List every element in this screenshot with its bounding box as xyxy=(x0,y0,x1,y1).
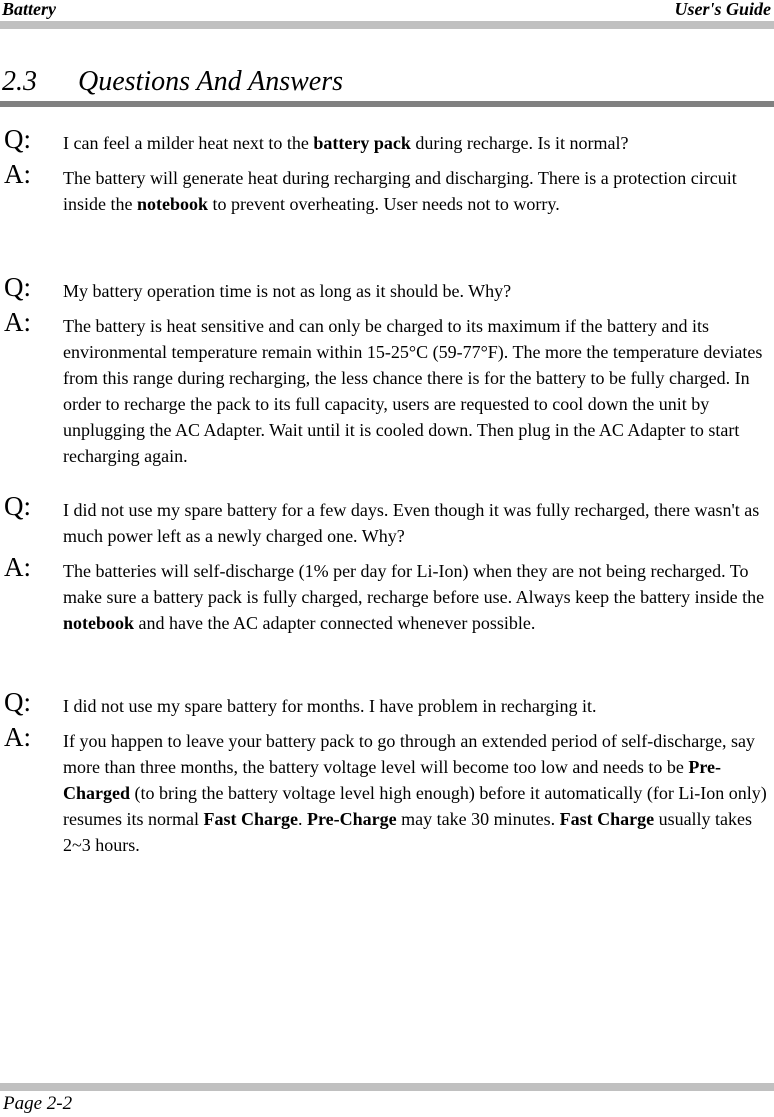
answer-label: A: xyxy=(4,159,31,189)
emphasis-term: Pre-Charge xyxy=(306,809,397,829)
text-run: and have the AC adapter connected whenever possible. xyxy=(134,613,536,633)
text-run: (to bring the battery voltage level high enough) before it automatically (for Li-Ion only) resumes its normal xyxy=(63,783,767,829)
text-run: . xyxy=(297,809,307,829)
footer-divider xyxy=(0,1083,774,1091)
page-number: Page 2-2 xyxy=(3,1093,73,1114)
emphasis-term: battery pack xyxy=(313,133,411,153)
answer-text xyxy=(63,313,769,469)
question-label: Q: xyxy=(4,272,31,302)
question-text xyxy=(63,130,769,156)
text-run: may take 30 minutes. xyxy=(396,809,560,829)
emphasis-term: Pre-Charged xyxy=(63,757,721,803)
question-label: Q: xyxy=(4,491,31,521)
text-run: The battery is heat sensitive and can only be charged to its maximum if the battery and its environmental temperature remain within 15-25°C (59-77°F). The more the temperature deviates from this range during recharging, the less chance there is for the battery to be fully charged. In order to recharge the pack to its full capacity, users are requested to cool down the unit by unplugging the AC Adapter. Wait until it is cooled down. Then plug in the AC Adapter to start recharging again. xyxy=(63,316,763,466)
question-row xyxy=(0,491,774,549)
text-run: to prevent overheating. User needs not to worry. xyxy=(208,194,560,214)
answer-text xyxy=(63,728,769,858)
emphasis-term: Fast Charge xyxy=(203,809,298,829)
question-text xyxy=(63,278,769,304)
question-label: Q: xyxy=(4,687,31,717)
question-text xyxy=(63,693,769,719)
text-run: I did not use my spare battery for a few days. Even though it was fully recharged, there wasn't as much power left as a newly charged one. Why? xyxy=(63,500,760,546)
answer-row xyxy=(0,159,774,217)
answer-row xyxy=(0,307,774,469)
header-divider xyxy=(0,21,774,29)
answer-text xyxy=(63,558,769,636)
text-run: My battery operation time is not as long as it should be. Why? xyxy=(63,281,512,301)
section-number: 2.3 xyxy=(2,66,37,97)
section-title: Questions And Answers xyxy=(78,66,343,97)
question-label: Q: xyxy=(4,124,31,154)
text-run: If you happen to leave your battery pack to go through an extended period of self-discharge, say more than three months, the battery voltage level will become too low and needs to be xyxy=(63,731,755,777)
question-row xyxy=(0,124,774,156)
answer-row xyxy=(0,722,774,858)
answer-text xyxy=(63,165,769,217)
emphasis-term: notebook xyxy=(63,613,135,633)
running-header-title: User's Guide xyxy=(674,0,771,19)
answer-label: A: xyxy=(4,722,31,752)
text-run: I can feel a milder heat next to the xyxy=(63,133,314,153)
text-run: I did not use my spare battery for months. I have problem in recharging it. xyxy=(63,696,597,716)
text-run: usually takes 2~3 hours. xyxy=(63,809,753,855)
qa-item-1 xyxy=(0,124,774,217)
question-text xyxy=(63,497,769,549)
emphasis-term: Fast Charge xyxy=(559,809,655,829)
answer-label: A: xyxy=(4,307,31,337)
question-row xyxy=(0,272,774,304)
text-run: The batteries will self-discharge (1% per day for Li-Ion) when they are not being recharged. To make sure a battery pack is fully charged, recharge before use. Always keep the battery inside the xyxy=(63,561,765,607)
qa-item-3 xyxy=(0,491,774,636)
text-run: The battery will generate heat during recharging and discharging. There is a protection circuit inside the xyxy=(63,168,737,214)
text-run: during recharge. Is it normal? xyxy=(410,133,629,153)
qa-item-4 xyxy=(0,687,774,858)
running-header-chapter: Battery xyxy=(2,0,56,19)
section-heading xyxy=(2,64,343,100)
qa-item-2 xyxy=(0,272,774,469)
answer-row xyxy=(0,552,774,636)
section-divider xyxy=(0,101,774,107)
question-row xyxy=(0,687,774,719)
emphasis-term: notebook xyxy=(137,194,209,214)
answer-label: A: xyxy=(4,552,31,582)
